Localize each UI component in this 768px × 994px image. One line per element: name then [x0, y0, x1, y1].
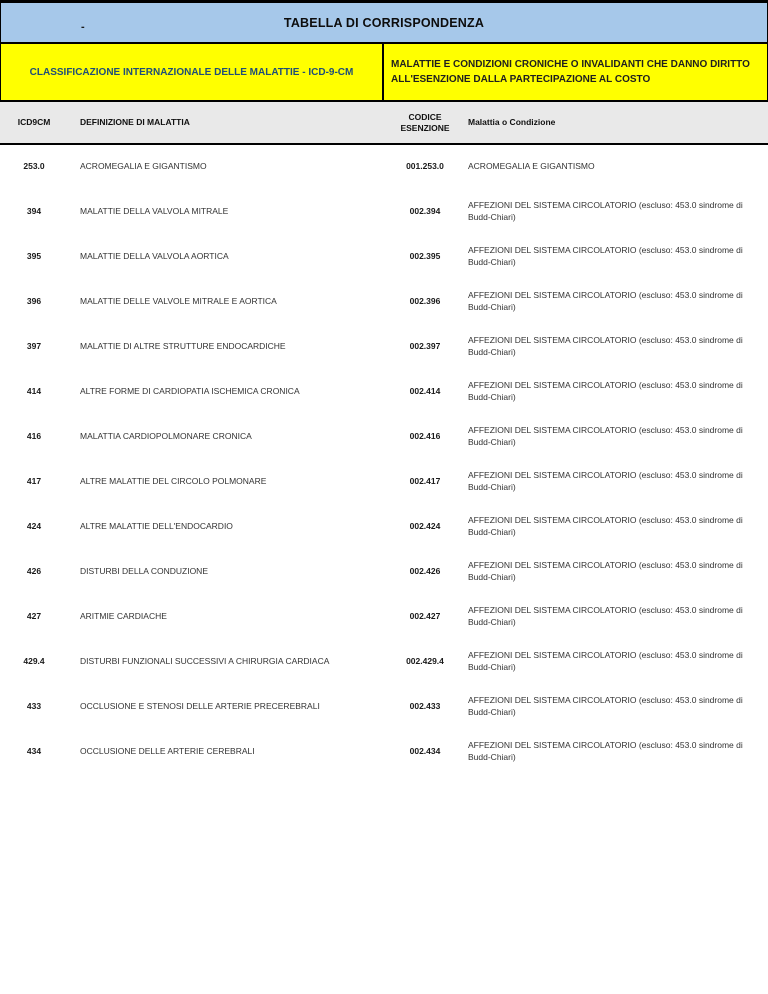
table-row: [0, 459, 768, 504]
title-dash: -: [81, 21, 85, 33]
icd9cm-code: 433: [26, 700, 42, 711]
condition-name: AFFEZIONI DEL SISTEMA CIRCOLATORIO (escluso: 453.0 sindrome di Budd-Chiari): [468, 469, 743, 492]
icd9cm-code: 426: [26, 565, 42, 576]
exemption-code: 001.253.0: [406, 161, 444, 172]
icd9cm-code: 414: [26, 385, 42, 396]
icd9cm-code: 395: [26, 250, 42, 261]
table-row: [0, 324, 768, 369]
condition-name: AFFEZIONI DEL SISTEMA CIRCOLATORIO (escluso: 453.0 sindrome di Budd-Chiari): [468, 334, 743, 357]
exemption-code: 002.414: [409, 385, 441, 396]
condition-name: AFFEZIONI DEL SISTEMA CIRCOLATORIO (escluso: 453.0 sindrome di Budd-Chiari): [468, 694, 743, 717]
disease-definition: ARITMIE CARDIACHE: [80, 610, 167, 621]
disease-definition: OCCLUSIONE DELLE ARTERIE CEREBRALI: [80, 745, 255, 756]
table-row: [0, 234, 768, 279]
column-header-codice-esenzione: CODICE ESENZIONE: [386, 102, 464, 144]
disease-definition: DISTURBI DELLA CONDUZIONE: [80, 565, 208, 576]
title-bar: [0, 0, 768, 44]
table-body: [0, 144, 768, 774]
icd9cm-code: 434: [26, 745, 42, 756]
table-row: [0, 189, 768, 234]
disease-definition: ACROMEGALIA E GIGANTISMO: [80, 161, 207, 172]
disease-definition: MALATTIE DELLA VALVOLA AORTICA: [80, 250, 229, 261]
table-row: [0, 729, 768, 774]
table-row: [0, 549, 768, 594]
table-row: [0, 639, 768, 684]
exemption-code: 002.424: [409, 520, 441, 531]
exemption-code: 002.397: [409, 340, 441, 351]
column-header-malattia-condizione: Malattia o Condizione: [464, 102, 768, 144]
icd9cm-code: 424: [26, 520, 42, 531]
table-row: [0, 369, 768, 414]
exemption-code: 002.434: [409, 745, 441, 756]
exemption-code: 002.427: [409, 610, 441, 621]
condition-name: AFFEZIONI DEL SISTEMA CIRCOLATORIO (escluso: 453.0 sindrome di Budd-Chiari): [468, 424, 743, 447]
disease-definition: ALTRE MALATTIE DELL'ENDOCARDIO: [80, 520, 233, 531]
disease-definition: DISTURBI FUNZIONALI SUCCESSIVI A CHIRURGIA CARDIACA: [80, 655, 330, 666]
condition-name: AFFEZIONI DEL SISTEMA CIRCOLATORIO (escluso: 453.0 sindrome di Budd-Chiari): [468, 514, 743, 537]
disease-definition: MALATTIE DELLE VALVOLE MITRALE E AORTICA: [80, 295, 277, 306]
exemption-code: 002.416: [409, 430, 441, 441]
exemption-code: 002.429.4: [406, 655, 444, 666]
exemption-code: 002.394: [409, 205, 441, 216]
table-row: [0, 504, 768, 549]
exemption-code: 002.426: [409, 565, 441, 576]
banner-classification-cell: CLASSIFICAZIONE INTERNAZIONALE DELLE MALATTIE - ICD-9-CM: [1, 44, 384, 100]
disease-definition: ALTRE MALATTIE DEL CIRCOLO POLMONARE: [80, 475, 267, 486]
condition-name: AFFEZIONI DEL SISTEMA CIRCOLATORIO (escluso: 453.0 sindrome di Budd-Chiari): [468, 199, 743, 222]
exemption-code: 002.396: [409, 295, 441, 306]
icd9cm-code: 417: [26, 475, 42, 486]
icd9cm-code: 429.4: [23, 655, 45, 666]
condition-name: AFFEZIONI DEL SISTEMA CIRCOLATORIO (escluso: 453.0 sindrome di Budd-Chiari): [468, 739, 743, 762]
correspondence-table: [0, 102, 768, 774]
table-row: [0, 684, 768, 729]
exemption-code: 002.395: [409, 250, 441, 261]
disease-definition: MALATTIA CARDIOPOLMONARE CRONICA: [80, 430, 252, 441]
icd9cm-code: 397: [26, 340, 42, 351]
column-header-icd9cm: ICD9CM: [0, 102, 68, 144]
table-row: [0, 594, 768, 639]
table-header: [0, 102, 768, 144]
column-header-definizione: DEFINIZIONE DI MALATTIA: [68, 102, 386, 144]
condition-name: AFFEZIONI DEL SISTEMA CIRCOLATORIO (escluso: 453.0 sindrome di Budd-Chiari): [468, 649, 743, 672]
table-header-row: [0, 102, 768, 144]
icd9cm-code: 396: [26, 295, 42, 306]
page-title: TABELLA DI CORRISPONDENZA: [283, 15, 485, 30]
disease-definition: MALATTIE DELLA VALVOLA MITRALE: [80, 205, 229, 216]
banner-exemption-cell: MALATTIE E CONDIZIONI CRONICHE O INVALIDANTI CHE DANNO DIRITTO ALL'ESENZIONE DALLA PARTECIPAZIONE AL COSTO: [391, 59, 750, 85]
table-row: [0, 279, 768, 324]
disease-definition: ALTRE FORME DI CARDIOPATIA ISCHEMICA CRONICA: [80, 385, 300, 396]
icd9cm-code: 253.0: [23, 161, 45, 172]
condition-name: AFFEZIONI DEL SISTEMA CIRCOLATORIO (escluso: 453.0 sindrome di Budd-Chiari): [468, 379, 743, 402]
icd9cm-code: 416: [26, 430, 42, 441]
condition-name: AFFEZIONI DEL SISTEMA CIRCOLATORIO (escluso: 453.0 sindrome di Budd-Chiari): [468, 289, 743, 312]
table-row: [0, 414, 768, 459]
disease-definition: MALATTIE DI ALTRE STRUTTURE ENDOCARDICHE: [80, 340, 286, 351]
condition-name: AFFEZIONI DEL SISTEMA CIRCOLATORIO (escluso: 453.0 sindrome di Budd-Chiari): [468, 604, 743, 627]
condition-name: AFFEZIONI DEL SISTEMA CIRCOLATORIO (escluso: 453.0 sindrome di Budd-Chiari): [468, 559, 743, 582]
icd9cm-code: 394: [26, 205, 42, 216]
yellow-banner: [0, 44, 768, 102]
exemption-code: 002.433: [409, 700, 441, 711]
condition-name: AFFEZIONI DEL SISTEMA CIRCOLATORIO (escluso: 453.0 sindrome di Budd-Chiari): [468, 244, 743, 267]
exemption-code: 002.417: [409, 475, 441, 486]
table-row: [0, 144, 768, 189]
condition-name: ACROMEGALIA E GIGANTISMO: [468, 161, 595, 172]
disease-definition: OCCLUSIONE E STENOSI DELLE ARTERIE PRECEREBRALI: [80, 700, 320, 711]
icd9cm-code: 427: [26, 610, 42, 621]
